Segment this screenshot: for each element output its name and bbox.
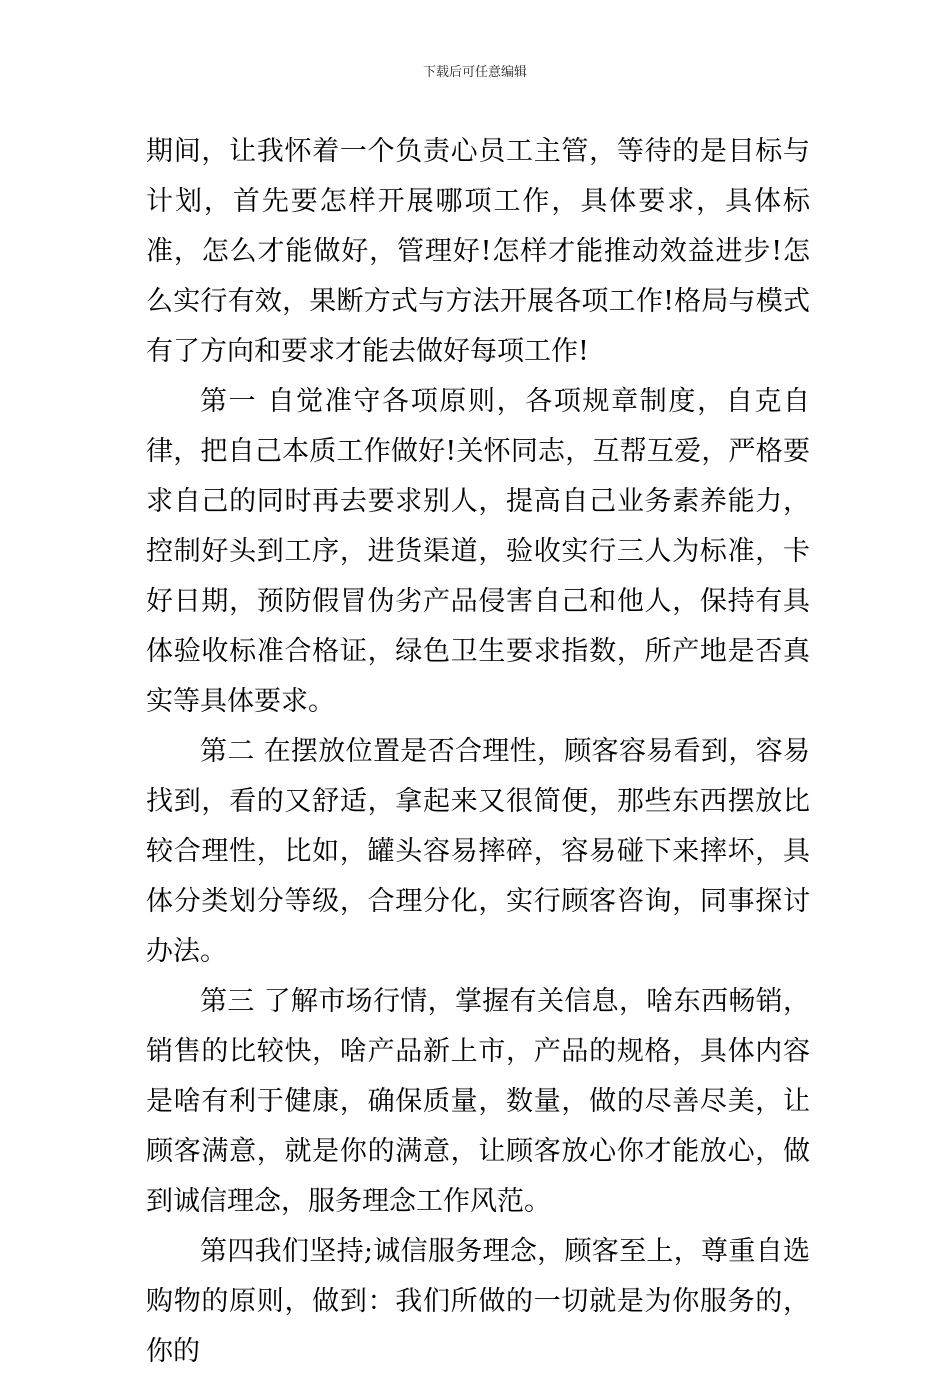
paragraph-second: 第二 在摆放位置是否合理性，顾客容易看到，容易找到，看的又舒适，拿起来又很简便，那些东西摆放比较合理性，比如，罐头容易摔碎，容易碰下来摔坏，具体分类划分等级，合理分化，实行顾客咨询，同事探讨办法。	[146, 736, 810, 967]
paragraph-intro: 期间，让我怀着一个负责心员工主管，等待的是目标与计划，首先要怎样开展哪项工作，具体要求，具体标准，怎么才能做好，管理好!怎样才能推动效益进步!怎么实行有效，果断方式与方法开展各项工作!格局与模式有了方向和要求才能去做好每项工作!	[146, 136, 810, 367]
paragraph-fourth: 第四我们坚持;诚信服务理念，顾客至上，尊重自选购物的原则，做到：我们所做的一切就是为你服务的，你的	[146, 1236, 810, 1367]
paragraph-third: 第三 了解市场行情，掌握有关信息，啥东西畅销，销售的比较快，啥产品新上市，产品的规格，具体内容是啥有利于健康，确保质量，数量，做的尽善尽美，让顾客满意，就是你的满意，让顾客放心你才能放心，做到诚信理念，服务理念工作风范。	[146, 986, 810, 1217]
header-note: 下载后可任意编辑	[422, 65, 527, 80]
document-body	[146, 127, 810, 1377]
paragraph-first: 第一 自觉准守各项原则，各项规章制度，自克自律，把自己本质工作做好!关怀同志，互帮互爱，严格要求自己的同时再去要求别人，提高自己业务素养能力，控制好头到工序，进货渠道，验收实行三人为标准，卡好日期，预防假冒伪劣产品侵害自己和他人，保持有具体验收标准合格证，绿色卫生要求指数，所产地是否真实等具体要求。	[146, 386, 810, 717]
